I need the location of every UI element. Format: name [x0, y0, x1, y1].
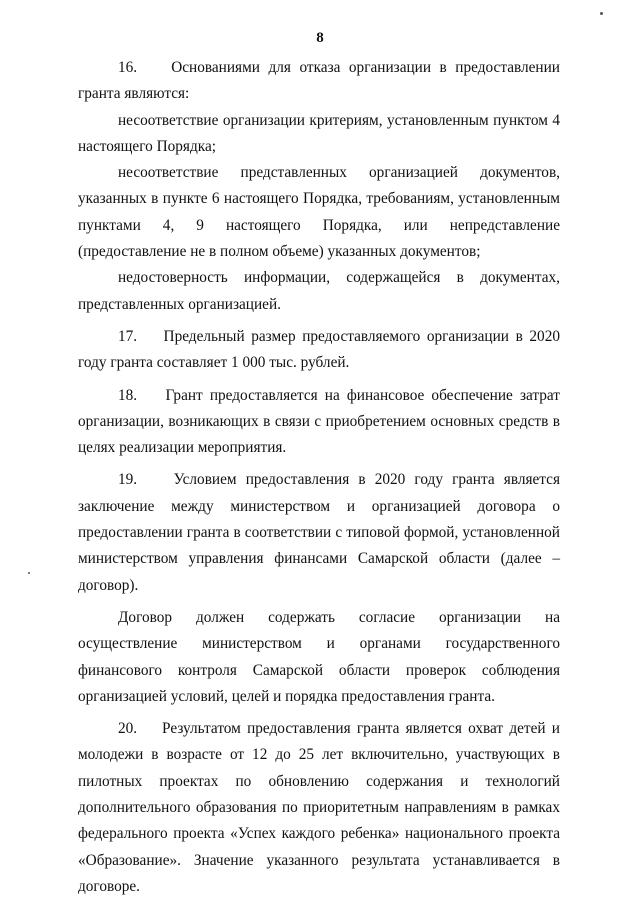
paragraph-20: 20. Результатом предоставления гранта является охват детей и молодежи в возрасте от 12 до 25 лет включительно, участвующих в пилотных проектах по обновлению содержания и технологий дополнительного образования по приоритетным направлениям в рамках федерального проекта «Успех каждого ребенка» национального проекта «Образование». Значение указанного результата устанавливается в договоре. — [78, 720, 560, 895]
document-body — [78, 55, 560, 900]
paragraph-17: 17. Предельный размер предоставляемого организации в 2020 году гранта составляет 1 000 тыс. рублей. — [78, 327, 560, 372]
paragraph-unreliable-info: недостоверность информации, содержащейся в документах, представленных организацией. — [78, 269, 560, 313]
paragraph-documents-mismatch: несоответствие представленных организацией документов, указанных в пункте 6 настоящего Порядка, требованиям, установленным пунктами 4, 9 настоящего Порядка, или непредставление (предоставление не в полном объеме) указанных документов; — [78, 164, 560, 261]
scan-speck — [600, 12, 603, 15]
paragraph-18: 18. Грант предоставляется на финансовое обеспечение затрат организации, возникающих в связи с приобретением основных средств в целях реализации мероприятия. — [78, 386, 560, 457]
paragraph-16: 16. Основаниями для отказа организации в предоставлении гранта являются: — [78, 59, 560, 103]
paragraph-19: 19. Условием предоставления в 2020 году гранта является заключение между министерством и организацией договора о предоставлении гранта в соответствии с типовой формой, установленной министерством управления финансами Самарской области (далее – договор). — [78, 471, 560, 594]
page-number: 8 — [316, 30, 324, 46]
scan-speck — [28, 572, 30, 574]
paragraph-criteria-mismatch: несоответствие организации критериям, установленным пунктом 4 настоящего Порядка; — [78, 111, 560, 155]
paragraph-agreement-consent: Договор должен содержать согласие организации на осуществление министерством и органами государственного финансового контроля Самарской области проверок соблюдения организацией условий, целей и порядка предоставления гранта. — [78, 608, 560, 705]
